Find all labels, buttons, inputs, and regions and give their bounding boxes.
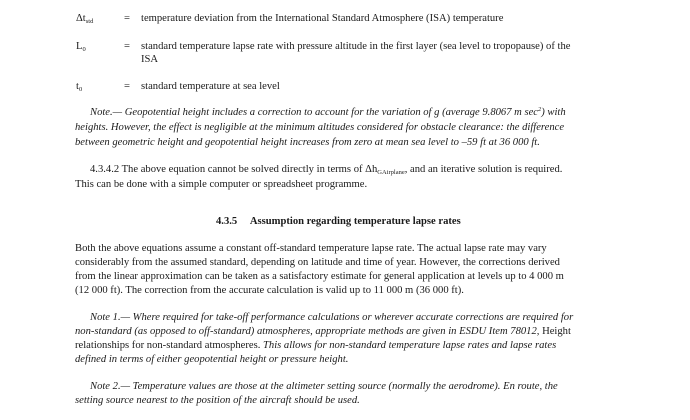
note1-roman: Height: [539, 326, 571, 337]
symbol-base: t: [76, 81, 79, 92]
note2-line2: setting source nearest to the position of the aircraft should be used.: [75, 395, 360, 406]
symbol-subscript: std: [85, 18, 94, 25]
symbol-subscript: 0: [82, 46, 86, 53]
note1-line2: [75, 325, 620, 338]
note-geopotential-line1: [90, 106, 618, 119]
definition-line: standard temperature lapse rate with pressure altitude in the first layer (sea level to tropopause) of the: [141, 41, 571, 52]
symbol-subscript: 0: [78, 86, 83, 93]
para-text: , and an iterative solution is required.: [404, 164, 563, 175]
note1-line1: Note 1.— Where required for take-off performance calculations or wherever accurate corrections are required for: [90, 312, 574, 323]
para-4342-line1: [90, 163, 618, 176]
note-geopotential-line3: between geometric height and geopotential height increases from zero at mean sea level to –59 ft at 36 000 ft.: [75, 137, 540, 148]
para-text: 4.3.4.2 The above equation cannot be solved directly in terms of Δh: [90, 164, 378, 175]
section-heading-435: 4.3.5 Assumption regarding temperature lapse rates: [216, 216, 461, 227]
symbol-base: Δt: [76, 13, 86, 24]
note-text: ) with: [541, 107, 566, 118]
symbol-l0: [76, 40, 86, 53]
symbol-base: L: [76, 41, 83, 52]
note1-line4: defined in terms of either geopotential height or pressure height.: [75, 354, 349, 365]
para-435-line2: considerably from the assumed standard, depending on latitude and time of year. However, the corrections derived: [75, 257, 560, 268]
superscript: 2: [538, 106, 542, 113]
note1-line3: [75, 339, 620, 352]
subscript: GAirplane: [377, 169, 405, 176]
note-geopotential-line2: heights. However, the effect is negligible at the minimum altitudes considered for obstacle clearance: the difference: [75, 122, 565, 133]
definition-line: ISA: [141, 54, 159, 65]
note1-roman: relationships for non-standard atmospheres.: [75, 340, 261, 351]
equals-sign: =: [124, 13, 130, 24]
note1-italic: This allows for non-standard temperature lapse rates and lapse rates: [260, 340, 557, 351]
equals-sign: =: [124, 41, 130, 52]
definition-t0: standard temperature at sea level: [141, 81, 280, 92]
definition-l0: [141, 40, 631, 66]
note-text: Note.— Geopotential height includes a correction to account for the variation of g (average 9.8067 m sec: [90, 107, 538, 118]
para-435-line1: Both the above equations assume a constant off-standard temperature lapse rate. The actual lapse rate may vary: [75, 243, 547, 254]
para-4342-line2: This can be done with a simple computer or spreadsheet programme.: [75, 179, 368, 190]
note2-line1: Note 2.— Temperature values are those at the altimeter setting source (normally the aerodrome). En route, the: [90, 381, 558, 392]
para-435-line4: (12 000 ft). The correction from the accurate calculation is valid up to 11 000 m (36 000 ft).: [75, 285, 464, 296]
note1-italic: non-standard (as opposed to off-standard) atmospheres, appropriate methods are given in ESDU Item 78012,: [75, 326, 540, 337]
equals-sign: =: [124, 81, 130, 92]
definition-delta-t-std: temperature deviation from the International Standard Atmosphere (ISA) temperature: [141, 13, 504, 24]
symbol-t0: [76, 80, 82, 93]
symbol-delta-t-std: [76, 12, 93, 25]
para-435-line3: from the linear approximation can be taken as a satisfactory estimate for general application at levels up to 4 000 m: [75, 271, 564, 282]
